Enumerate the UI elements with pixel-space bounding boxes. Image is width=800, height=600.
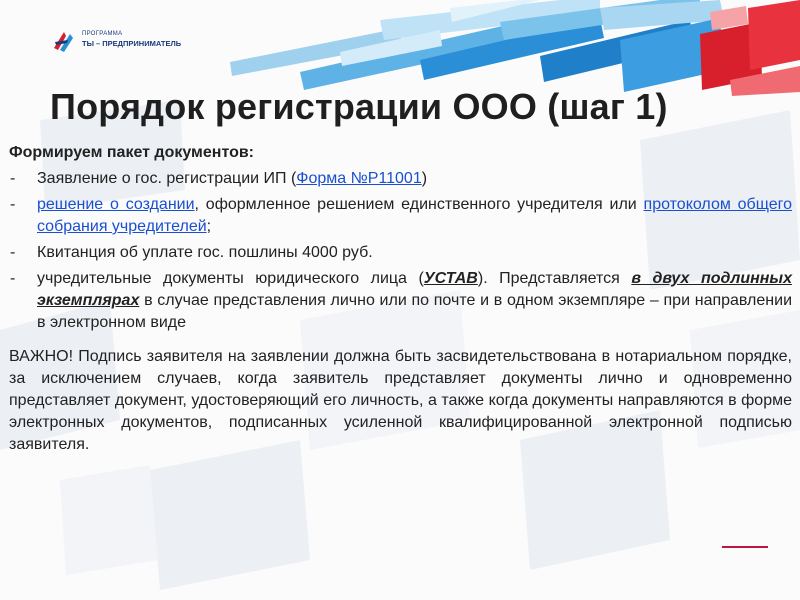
logo-program-label: ПРОГРАММА [82,31,123,37]
program-logo [52,28,192,54]
logo-icon [52,28,76,54]
list-item-application [9,168,792,190]
two-copies-emphasis: в двух подлинных экземплярах [37,270,792,309]
list-item-text: , оформленное решением единственного учредителя или [194,196,644,213]
list-item-charter [9,268,792,334]
protocol-link[interactable]: протоколом общего собрания учредителей [37,196,792,235]
footer-divider [722,546,768,548]
list-item-text: учредительные документы юридического лица ( [37,270,424,287]
list-item-text: ; [206,218,212,235]
document-list [9,168,792,334]
form-p11001-link[interactable]: Форма №Р11001 [296,170,422,187]
logo-program-name: ТЫ – ПРЕДПРИНИМАТЕЛЬ [82,39,182,48]
list-item-text: ) [421,170,428,187]
list-item-text: в случае представления лично или по почте и в одном экземпляре – при направлении в электронном виде [37,292,792,331]
decision-link[interactable]: решение о создании [37,196,195,213]
intro-heading: Формируем пакет документов: [9,144,255,161]
slide-title: Порядок регистрации ООО (шаг 1) [50,86,668,127]
list-item-text: Квитанция об уплате гос. пошлины 4000 руб. [37,244,373,261]
charter-emphasis: УСТАВ [423,270,478,287]
list-item-receipt [9,242,792,264]
slide-content [9,142,792,456]
list-item-decision [9,194,792,238]
list-item-text: ). Представляется [477,270,632,287]
important-note: ВАЖНО! Подпись заявителя на заявлении должна быть засвидетельствована в нотариальном порядке, за исключением случаев, когда заявитель представляет документы лично и одновременно представляет документ, удостоверяющий его личность, а также когда документы направляются в форме электронных документов, подписанных усиленной квалифицированной электронной подписью заявителя. [9,348,792,453]
list-item-text: Заявление о гос. регистрации ИП ( [37,170,297,187]
